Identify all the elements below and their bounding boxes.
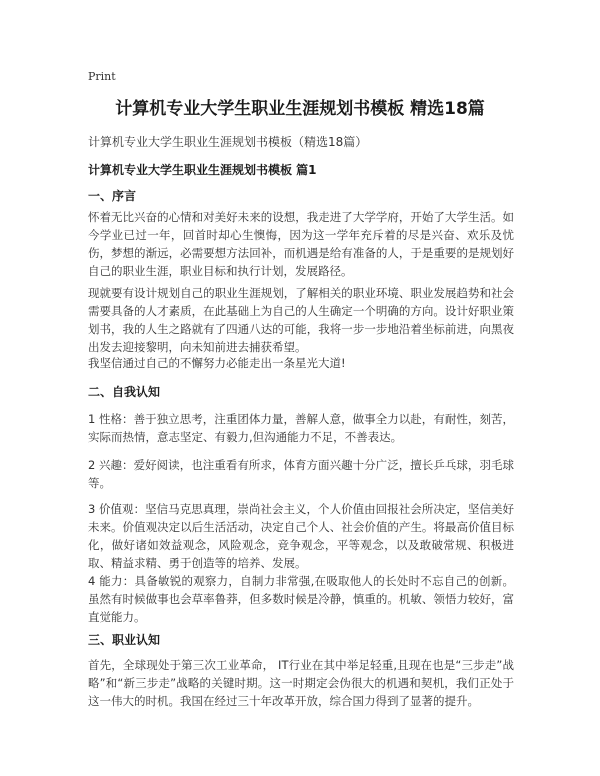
paragraph-preface-2: 现就要有设计规划自己的职业生涯规划，了解相关的职业环境、职业发展趋势和社会需要具备的人才素质，在此基础上为自己的人生确定一个明确的方向。设计好职业策划书，我的人生之路就有了四通八达的可能，我将一步一步地沿着坐标前进，向黑夜出发去迎接黎明，向未知前进去捕获希望。 xyxy=(88,286,514,354)
paragraph-personality: 1 性格：善于独立思考，注重团体力量，善解人意，做事全力以赴，有耐性，刻苦，实际而热情，意志坚定、有毅力,但沟通能力不足，不善表达。 xyxy=(88,412,514,444)
print-link[interactable]: Print xyxy=(88,70,116,83)
section-heading-preface: 一、序言 xyxy=(88,189,137,203)
paragraph-preface-3: 我坚信通过自己的不懈努力必能走出一条星光大道! xyxy=(88,356,346,370)
paragraph-interests: 2 兴趣：爱好阅读，也注重看有所求，体育方面兴趣十分广泛，擅长乒乓球，羽毛球等。 xyxy=(88,458,514,490)
section-heading-self-awareness: 二、自我认知 xyxy=(88,385,161,399)
page-title: 计算机专业大学生职业生涯规划书模板 精选18篇 xyxy=(115,99,485,119)
paragraph-values: 3 价值观：坚信马克思真理，崇尚社会主义，个人价值由回报社会所决定，坚信美好未来。价值观决定以后生活活动，决定自己个人、社会价值的产生。将最高价值目标化，做好诸如效益观念，风险观念，竞争观念，平等观念，以及敢破常规、积极进取、精益求精、勇于创造等的培养、发展。 xyxy=(88,502,514,570)
paragraph-career-1: 首先，全球现处于第三次工业革命， IT行业在其中举足轻重,且现在也是“三步走”战略”和“新三步走”战略的关键时期。这一时期定会伪很大的机遇和契机，我们正处于这一伟大的时机。我国在经过三十年改革开放，综合国力得到了显著的提升。 xyxy=(88,658,514,708)
section-heading-career-awareness: 三、职业认知 xyxy=(88,633,161,647)
article-heading: 计算机专业大学生职业生涯规划书模板 篇1 xyxy=(88,163,317,177)
document-subtitle: 计算机专业大学生职业生涯规划书模板（精选18篇） xyxy=(88,135,368,149)
paragraph-abilities: 4 能力：具备敏锐的观察力，自制力非常强,在吸取他人的长处时不忘自己的创新。虽然有时候做事也会草率鲁莽，但多数时候是冷静，慎重的。机敏、领悟力较好，富直觉能力。 xyxy=(88,574,514,624)
paragraph-preface-1: 怀着无比兴奋的心情和对美好未来的设想，我走进了大学学府，开始了大学生活。如今学业已过一年，回首时却心生懊悔，因为这一学年充斥着的尽是兴奋、欢乐及忧伤，梦想的渐远，必需要想方法回补，而机遇是给有准备的人，于是重要的是规划好自己的职业生涯，职业目标和执行计划，发展路径。 xyxy=(88,210,514,278)
